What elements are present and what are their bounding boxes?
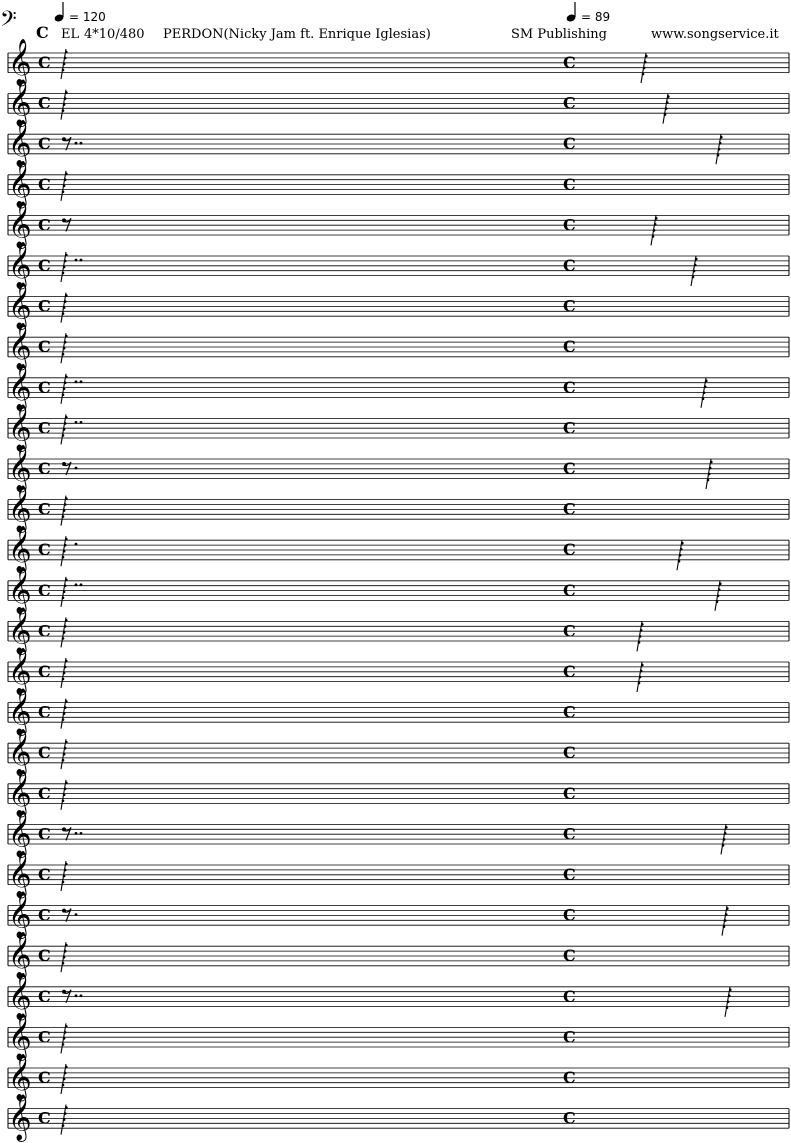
bass-clef-icon: 𝄢 [0,7,17,37]
treble-clef-icon: 𝄞 [8,607,32,654]
treble-clef-icon: 𝄞 [8,972,32,1019]
time-signature: C [563,459,576,478]
treble-clef-icon: 𝄞 [8,242,32,288]
time-signature: C [38,865,51,884]
time-signature: C [563,377,576,397]
time-signature: C [38,53,51,72]
rest-icon [61,293,68,323]
staff [8,323,789,371]
staff [8,810,789,858]
rest-icon [61,617,68,647]
title-part-5: www.songservice.it [651,27,779,42]
time-signature: C [38,621,51,641]
time-signature: C [38,215,51,235]
time-signature: C [563,215,576,235]
header-time-signature: C [36,23,49,42]
staff [8,892,789,940]
staff [8,161,789,209]
time-signature: C [38,256,51,275]
staff [8,242,789,290]
staff [8,404,789,452]
time-signature: C [563,1068,576,1087]
time-signature: C [563,580,576,600]
staff [8,80,789,128]
tempo-1-label: = 120 [69,10,106,24]
time-signature: C [38,824,51,844]
staff [8,851,789,899]
time-signature: C [38,1027,51,1047]
rest-icon [61,252,68,282]
time-signature: C [563,743,576,763]
rest-icon [61,942,68,972]
time-signature: C [38,662,51,681]
time-signature: C [563,1027,576,1047]
time-signature: C [38,93,51,113]
staff [8,486,789,534]
treble-clef-icon: 𝄞 [8,932,32,979]
time-signature: C [563,337,576,357]
staff [8,364,789,412]
staff [8,1013,789,1061]
treble-clef-icon: 𝄞 [8,485,32,532]
treble-clef-icon: 𝄞 [8,648,32,694]
rest-icon [61,414,68,444]
title-part-3: PERDON(Nicky Jam ft. Enrique Iglesias) [163,27,431,42]
rest-icon [61,577,68,607]
time-signature: C [38,905,51,925]
time-signature: C [563,1108,576,1128]
time-signature: C [563,946,576,966]
time-signature: C [38,418,51,438]
treble-clef-icon: 𝄞 [8,363,32,410]
treble-clef-icon: 𝄞 [8,566,32,613]
staff [8,648,789,696]
treble-clef-icon: 𝄞 [8,323,32,370]
rest-icon [61,536,68,566]
time-signature: C [563,134,576,154]
time-signature: C [563,865,576,884]
staff [8,689,789,737]
rest-icon [61,699,68,729]
time-signature: C [563,499,576,519]
staff [8,729,789,777]
staff [8,567,789,615]
time-signature: C [38,499,51,519]
title-part-1: EL [61,27,80,42]
time-signature: C [563,256,576,275]
treble-clef-icon: 𝄞 [8,39,32,85]
treble-clef-icon: 𝄞 [8,201,32,248]
treble-clef-icon: 𝄞 [8,891,32,938]
tempo-marking-1 [54,2,106,24]
rest-icon [61,1105,68,1135]
time-signature: C [563,905,576,925]
staff [8,932,789,980]
rest-icon [61,861,68,891]
time-signature: C [563,702,576,722]
time-signature: C [38,174,51,194]
title-part-2: 4*10/480 [84,27,145,42]
time-signature: C [38,783,51,803]
treble-clef-icon: 𝄞 [8,120,32,167]
treble-clef-icon: 𝄞 [8,851,32,897]
treble-clef-icon: 𝄞 [8,445,32,491]
time-signature: C [38,540,51,560]
time-signature: C [38,296,51,316]
treble-clef-icon: 𝄞 [8,769,32,816]
time-signature: C [38,459,51,478]
time-signature: C [38,580,51,600]
rest-icon [61,90,68,120]
tempo-2-label: = 89 [581,10,611,24]
time-signature: C [38,134,51,154]
time-signature: C [563,296,576,316]
staff [8,1095,789,1143]
treble-clef-icon: 𝄞 [8,282,32,329]
treble-clef-icon: 𝄞 [8,729,32,776]
staff [8,526,789,574]
treble-clef-icon: 𝄞 [8,688,32,735]
rest-icon [61,374,68,404]
treble-clef-icon: 𝄞 [8,404,32,451]
time-signature: C [563,540,576,560]
rest-icon [61,49,68,79]
treble-clef-icon: 𝄞 [8,79,32,126]
rest-icon [61,496,68,526]
staff [8,120,789,168]
treble-clef-icon: 𝄞 [8,1094,32,1141]
staff-system [8,39,789,1143]
time-signature: C [38,1068,51,1087]
tempo-marking-2 [566,2,610,24]
staff [8,201,789,249]
time-signature: C [563,986,576,1006]
time-signature: C [563,53,576,72]
staff [8,283,789,331]
treble-clef-icon: 𝄞 [8,810,32,857]
time-signature: C [38,337,51,357]
rest-icon [61,1023,68,1053]
staff [8,39,789,87]
treble-clef-icon: 𝄞 [8,160,32,207]
time-signature: C [563,418,576,438]
rest-icon [61,658,68,688]
rest-icon [61,171,68,201]
staff [8,607,789,655]
time-signature: C [38,986,51,1006]
time-signature: C [38,946,51,966]
time-signature: C [563,824,576,844]
title-part-4: SM Publishing [511,27,608,42]
staff [8,445,789,493]
time-signature: C [563,174,576,194]
header [0,2,780,42]
staff [8,770,789,818]
treble-clef-icon: 𝄞 [8,1054,32,1100]
staff [8,973,789,1021]
rest-icon [61,1064,68,1094]
time-signature: C [563,662,576,681]
time-signature: C [563,621,576,641]
rest-icon [61,739,68,769]
time-signature: C [38,743,51,763]
rest-icon [61,780,68,810]
staff [8,1054,789,1102]
time-signature: C [38,702,51,722]
rest-icon [61,333,68,363]
time-signature: C [38,1108,51,1128]
time-signature: C [563,783,576,803]
treble-clef-icon: 𝄞 [8,526,32,573]
treble-clef-icon: 𝄞 [8,1013,32,1060]
time-signature: C [563,93,576,113]
time-signature: C [38,377,51,397]
